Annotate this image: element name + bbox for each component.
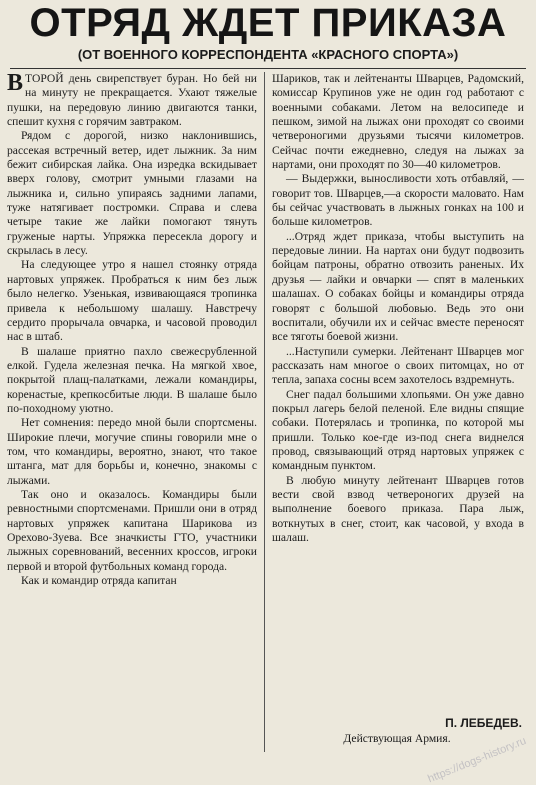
paragraph: Рядом с дорогой, низко наклонившись, рассекая встречный ветер, идет лыжник. За ним бежит сибирская лайка. Она изредка вскидывает вверх голову, смотрит умными глазами на лыжника и, сильно упираясь задними лапами, туже натягивает постромки. Справа и слева четыре такие же лайки помогают тянуть груженые нарты. Упряжка пересекла дорогу и скрылась в лесу. — [7, 129, 257, 258]
paragraph: В любую минуту лейтенант Шварцев готов вести свой взвод четвероногих друзей на выполнение боевого приказа. Пара лыж, воткнутых в снег, стоит, как часовой, у входа в шалаш. — [272, 473, 524, 544]
header-rule — [10, 68, 526, 69]
paragraph: Шариков, так и лейтенанты Шварцев, Радомский, комиссар Крупинов уже не один год работают с военными собаками. Летом на велосипеде и пешком, зимой на лыжах они проходят со своими четвероногими друзьями тысячи километров. Сейчас почти ежедневно, следуя на лыжах за нартами, они проходят по 30—40 километров. — [272, 72, 524, 172]
right-column — [272, 72, 524, 545]
column-divider — [264, 72, 265, 752]
author-signature: П. ЛЕБЕДЕВ. — [445, 716, 522, 730]
headline: ОТРЯД ЖДЕТ ПРИКАЗА — [29, 1, 507, 45]
paragraph: Так оно и оказалось. Командиры были ревностными спортсменами. Пришли они в отряд нартовых упряжек капитана Шарикова из Орехово-Зуева. Все значкисты ГТО, участники лыжных соревнований, весенних кроссов, игроки первой и второй футбольных команд города. — [7, 487, 257, 573]
paragraph: На следующее утро я нашел стоянку отряда нартовых упряжек. Пробраться к ним без лыж было нелегко. Узенькая, извивающаяся тропинка привела к небольшому шалашу. Навстречу сердито прорычала овчарка, и часовой проводил нас в штаб. — [7, 258, 257, 344]
paragraph-text: ТОРОЙ день свирепствует буран. Но бей ни на минуту не прекращается. Ухают тяжелые пушки, на передовую линию двигаются танки, спешит кухня с горячим завтраком. — [7, 72, 257, 129]
dateline-place: Действующая Армия. — [343, 732, 451, 745]
paragraph: Как и командир отряда капитан — [21, 574, 177, 588]
paragraph: В шалаше приятно пахло свежесрубленной елкой. Гудела железная печка. На мягкой хвое, покрытой плащ-палатками, лежали командиры, коренастые, крепкосбитые люди. В шалаше было по-походному уютно. — [7, 344, 257, 415]
dropcap: В — [7, 70, 24, 96]
left-column — [7, 72, 257, 588]
paragraph: ...Наступили сумерки. Лейтенант Шварцев мог рассказать нам многое о своих питомцах, но от тепла, запаха сосны всем захотелось вздремнуть. — [272, 344, 524, 387]
watermark: https://dogs-history.ru — [426, 734, 528, 785]
paragraph: — Выдержки, выносливости хоть отбавляй, — говорит тов. Шварцев,—а скорости маловато. Нам бы сейчас участвовать в лыжных гонках на 100 и больше километров. — [272, 172, 524, 229]
subhead: (ОТ ВОЕННОГО КОРРЕСПОНДЕНТА «КРАСНОГО СПОРТА») — [77, 47, 459, 62]
paragraph: Снег падал большими хлопьями. Он уже давно покрыл лагерь белой пеленой. Еле видны спящие собаки. Потерялась и тропинка, по которой мы пришли. Только кое-где из-под снега виднелся провод, связывающий отряд нартовых упряжек с командным пунктом. — [272, 387, 524, 473]
paragraph: Нет сомнения: передо мной были спортсмены. Широкие плечи, могучие спины говорили мне о том, что командиры, вероятно, знают, что такое штанга, мат для борьбы и, конечно, знакомы с лыжами. — [7, 416, 257, 487]
paragraph: ...Отряд ждет приказа, чтобы выступить на передовые линии. На нартах они будут подвозить бойцам патроны, обратно отвозить раненых. Их друзья — лайки и овчарки — спят в маленьких шалашах. О собаках бойцы и командиры отряда говорят с большой любовью. Ведь это они воспитали, обучили их и сейчас вместе переносят все тяготы боевой жизни. — [272, 229, 524, 344]
paragraph — [7, 72, 257, 129]
